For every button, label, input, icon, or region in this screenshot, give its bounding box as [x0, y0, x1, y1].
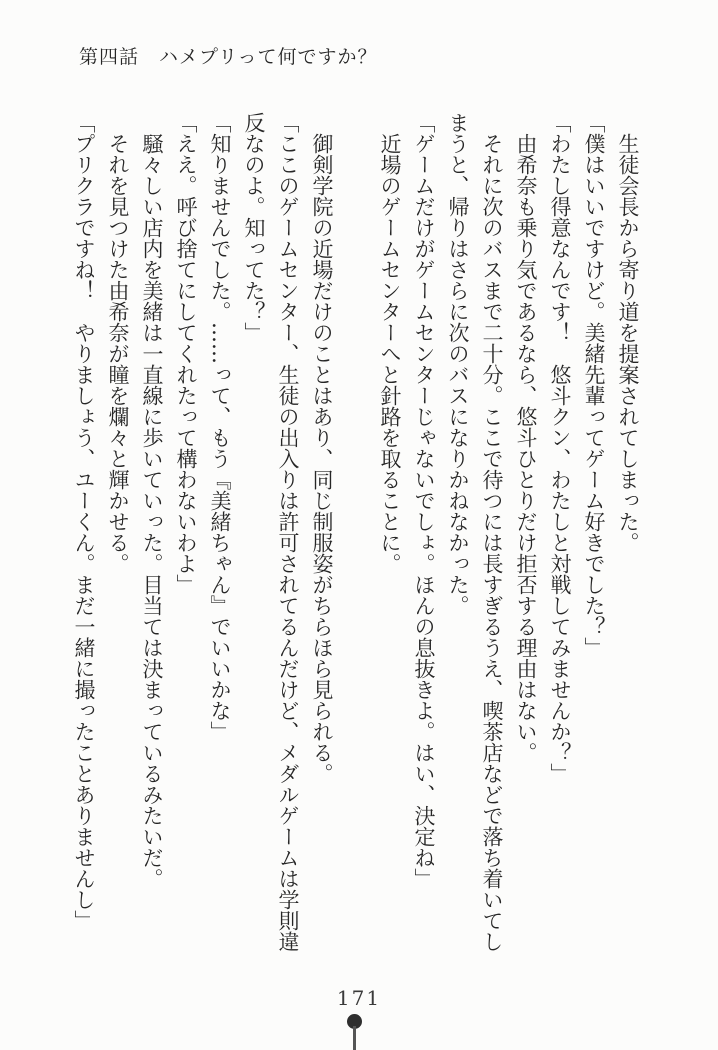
novel-text-block [67, 112, 645, 954]
paragraph-dialogue: 「知りませんでした。……って、もう『美緒ちゃん』でいいかな」 [208, 112, 232, 742]
paragraph: 御剣学院の近場だけのことはあり、同じ制服姿がちらほら見られる。 [310, 133, 334, 784]
paragraph: それに次のバスまで二十分。ここで待つには長すぎるうえ、喫茶店などで落ち着いてしまうと、帰りはさらに次のバスになりかねなかった。 [446, 112, 504, 952]
paragraph: それを見つけた由希奈が瞳を爛々と輝かせる。 [106, 133, 130, 574]
paragraph-dialogue: 「ゲームだけがゲームセンターじゃないでしょ。ほんの息抜きよ。はい、決定ね」 [412, 112, 436, 889]
paragraph-dialogue: 「ここのゲームセンター、生徒の出入りは許可されてるんだけど、メダルゲームは学則違反なのよ。知ってた？」 [242, 112, 300, 952]
paragraph-break [339, 112, 373, 954]
paragraph: 生徒会長から寄り道を提案されてしまった。 [616, 133, 640, 553]
paragraph-dialogue: 「わたし得意なんです！ 悠斗クン、わたしと対戦してみませんか？」 [548, 112, 572, 784]
paragraph-dialogue: 「プリクラですね！ やりましょう、ユーくん。まだ一緒に撮ったことありませんし」 [72, 112, 96, 931]
paragraph: 騒々しい店内を美緒は一直線に歩いていった。目当ては決まっているみたいだ。 [140, 133, 164, 889]
printer-stem-mark [353, 1026, 356, 1050]
paragraph: 近場のゲームセンターへと針路を取ることに。 [378, 133, 402, 574]
paragraph-dialogue: 「ええ。呼び捨てにしてくれたって構わないわよ」 [174, 112, 198, 595]
paragraph-dialogue: 「僕はいいですけど。美緒先輩ってゲーム好きでした？」 [582, 112, 606, 658]
page-number: 171 [336, 986, 382, 1010]
paragraph: 由希奈も乗り気であるなら、悠斗ひとりだけ拒否する理由はない。 [514, 133, 538, 763]
chapter-header: 第四話 ハメプリって何ですか？ [79, 46, 378, 68]
